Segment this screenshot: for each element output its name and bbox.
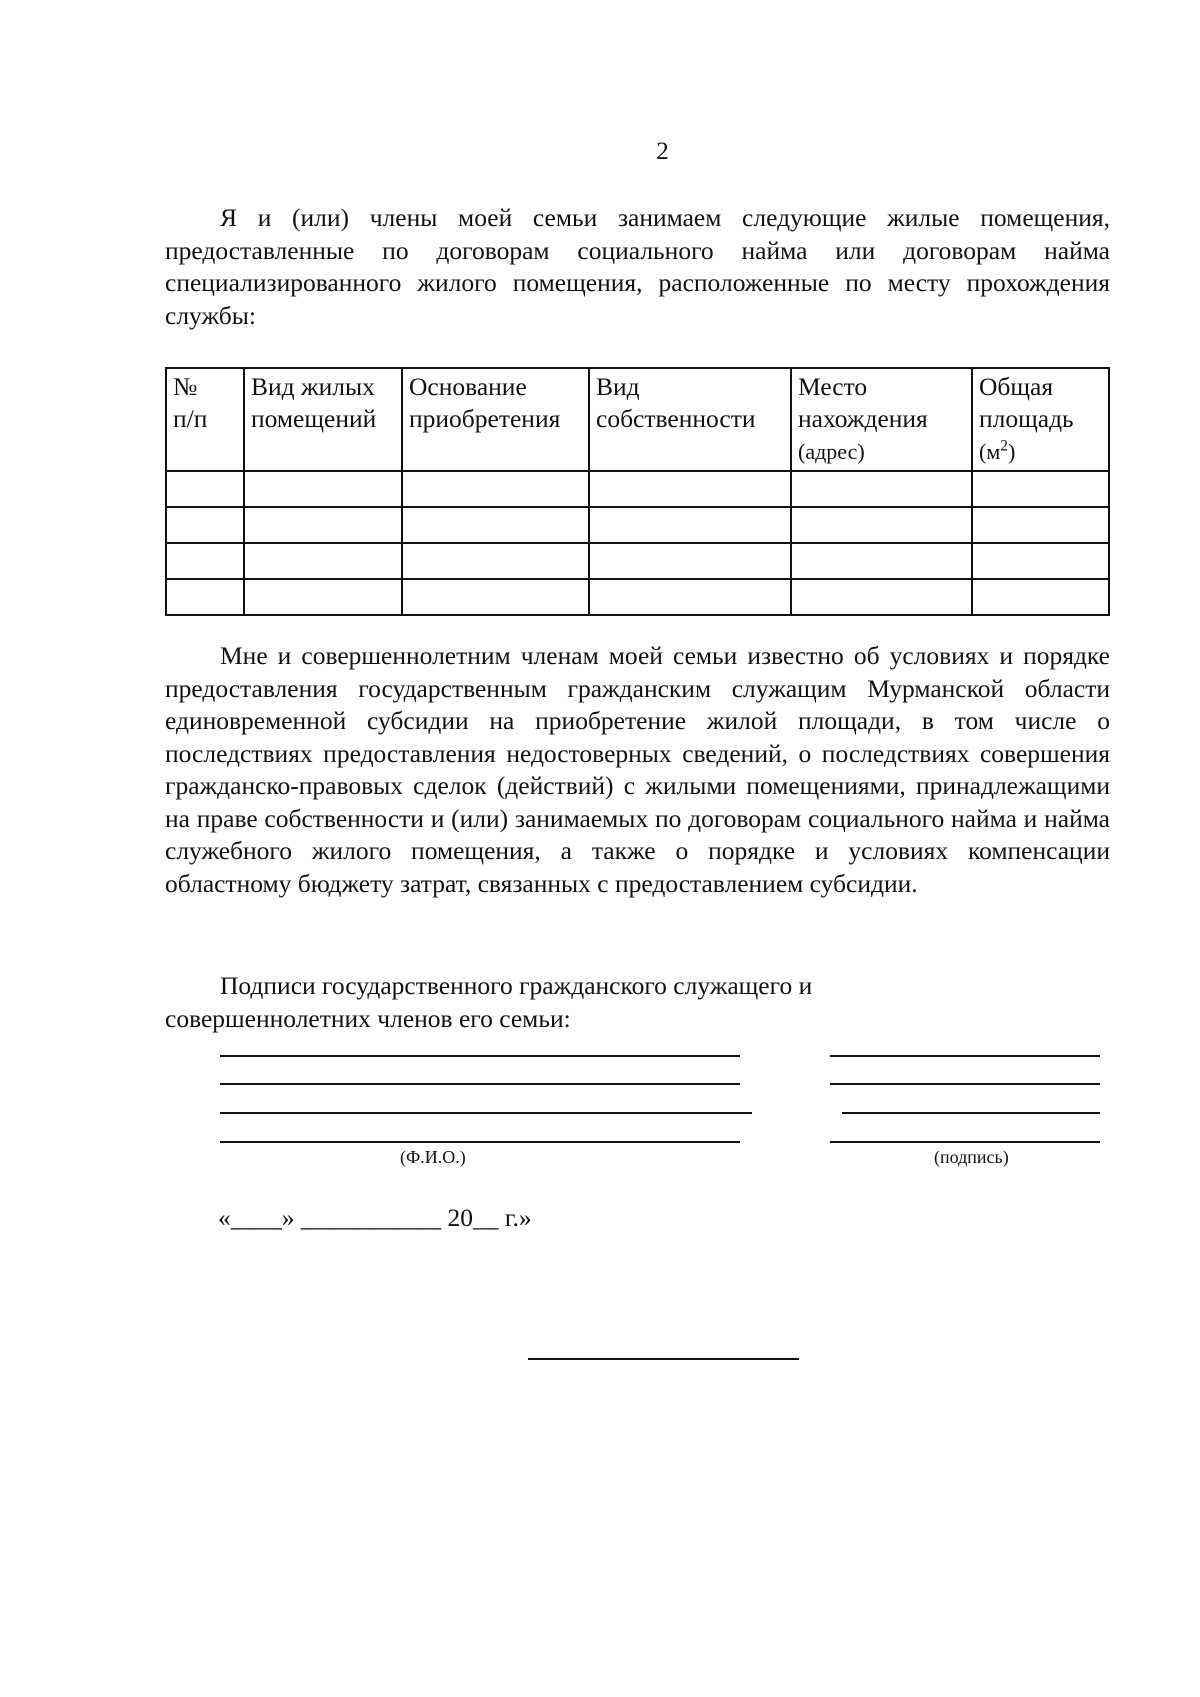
caption-fio: (Ф.И.О.) (400, 1147, 466, 1167)
page-number: 2 (656, 138, 669, 165)
table-row (166, 507, 1109, 543)
signature-line[interactable] (830, 1083, 1100, 1085)
table-header-row (166, 368, 1109, 471)
header-location: Место нахождения (адрес) (791, 368, 972, 471)
header-type: Вид жилых помещений (244, 368, 402, 471)
closing-rule (528, 1358, 799, 1360)
signature-line[interactable] (842, 1112, 1100, 1114)
signatures-intro: Подписи государственного гражданского служащего и совершеннолетних членов его семьи: (165, 971, 813, 1033)
header-ownership: Вид собственности (589, 368, 791, 471)
paragraph-acknowledgement: Мне и совершеннолетним членам моей семьи известно об условиях и порядке предоставления государственным гражданским служащим Мурманской области единовременной субсидии на приобретение жилой площади, в том числе о последствиях предоставления недостоверных сведений, о последствиях совершения гражданско-правовых сделок (действий) с жилыми помещениями, принадлежащими на праве собственности и (или) занимаемых по договорам социального найма и найма служебного жилого помещения, а также о порядке и условиях компенсации областному бюджету затрат, связанных с предоставлением субсидии. (165, 641, 1110, 898)
fio-line[interactable] (220, 1112, 752, 1114)
table-row (166, 471, 1109, 507)
fio-line[interactable] (220, 1083, 740, 1085)
housing-table (165, 367, 1110, 616)
signature-line[interactable] (830, 1055, 1100, 1057)
header-basis: Основание приобретения (402, 368, 589, 471)
date-line: «____» ___________ 20__ г.» (218, 1203, 532, 1232)
header-number: № п/п (166, 368, 244, 471)
header-area: Общая площадь $(м^2)$ (972, 368, 1109, 471)
table-row (166, 579, 1109, 615)
fio-line[interactable] (220, 1055, 740, 1057)
signature-line[interactable] (830, 1141, 1100, 1143)
caption-signature: (подпись) (934, 1147, 1009, 1167)
paragraph-occupied-housing: Я и (или) члены моей семьи занимаем следующие жилые помещения, предоставленные по договорам социального найма или договорам найма специализированного жилого помещения, расположенные по месту прохождения службы: (165, 203, 1110, 330)
table-row (166, 543, 1109, 579)
fio-line[interactable] (220, 1141, 740, 1143)
